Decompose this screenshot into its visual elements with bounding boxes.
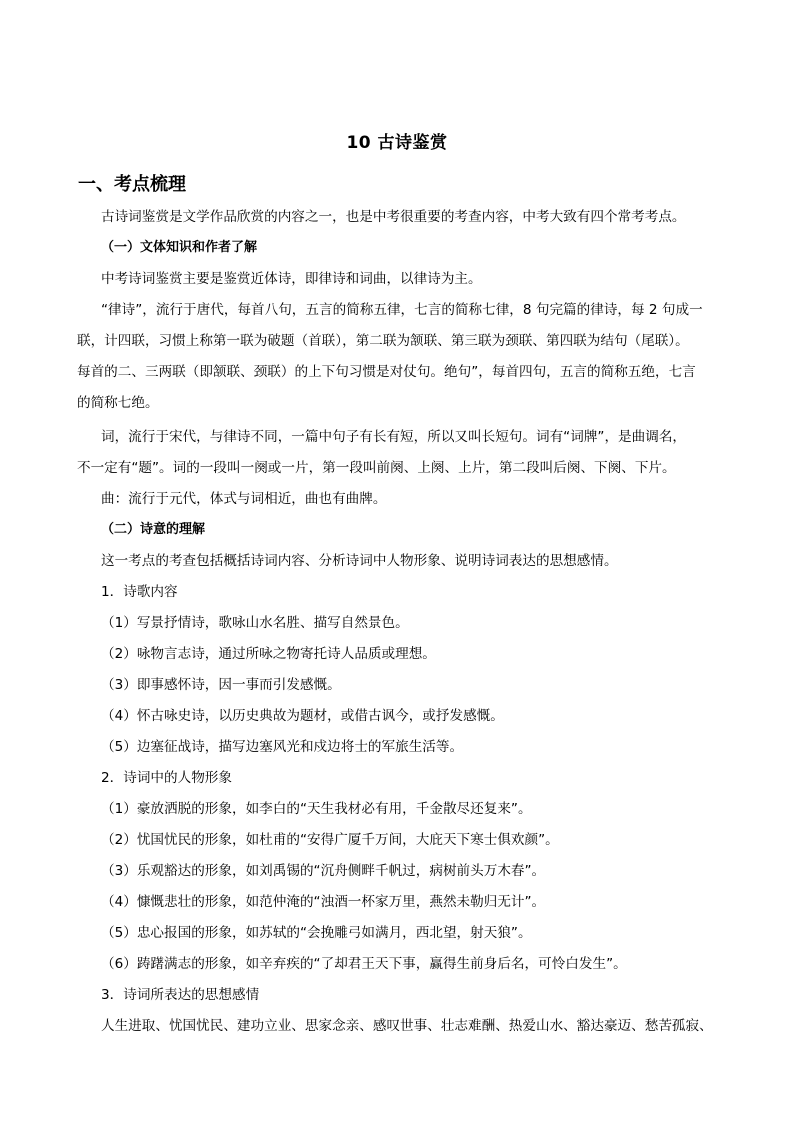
character-list-item: （2）忧国忧民的形象，如杜甫的“安得广厦千万间，大庇天下寒士俱欢颜”。	[101, 832, 559, 848]
part1-paragraph-2-line: 每首的二、三两联（即颔联、颈联）的上下句习惯是对仗句。绝句”，每首四句，五言的简称五绝，七言	[77, 364, 696, 380]
content-list-item: （3）即事感怀诗，因一事而引发感慨。	[101, 677, 341, 693]
document-title: 10 古诗鉴赏	[346, 133, 448, 153]
character-list-item: （5）忠心报国的形象，如苏轼的“会挽雕弓如满月，西北望，射天狼”。	[101, 925, 532, 941]
part2-heading: （二）诗意的理解	[101, 522, 206, 537]
content-list-item: （4）怀古咏史诗，以历史典故为题材，或借古讽今，或抒发感慨。	[101, 708, 504, 724]
subsection-heading-content: 1．诗歌内容	[101, 584, 178, 600]
intro-paragraph: 古诗词鉴赏是文学作品欣赏的内容之一，也是中考很重要的考查内容，中考大致有四个常考考点。	[101, 209, 686, 225]
part2-intro: 这一考点的考查包括概括诗词内容、分析诗词中人物形象、说明诗词表达的思想感情。	[101, 553, 618, 569]
part1-paragraph-2-line: 的简称七绝。	[77, 395, 159, 411]
character-list-item: （3）乐观豁达的形象，如刘禹锡的“沉舟侧畔千帆过，病树前头万木春”。	[101, 863, 546, 879]
part1-paragraph-2-line: 联，计四联，习惯上称第一联为破题（首联），第二联为颔联、第三联为颈联、第四联为结句（尾联）。	[77, 333, 689, 349]
part1-paragraph-1: 中考诗词鉴赏主要是鉴赏近体诗，即律诗和词曲，以律诗为主。	[101, 271, 482, 287]
section-heading: 一、考点梳理	[78, 174, 186, 195]
part1-paragraph-4: 曲：流行于元代，体式与词相近，曲也有曲牌。	[101, 491, 387, 507]
part1-paragraph-3-line: 词，流行于宋代，与律诗不同，一篇中句子有长有短，所以又叫长短句。词有“词牌”，是曲调名，	[101, 429, 687, 445]
character-list-item: （6）踌躇满志的形象，如辛弃疾的“了却君王天下事，赢得生前身后名，可怜白发生”。	[101, 956, 627, 972]
part1-heading: （一）文体知识和作者了解	[101, 240, 258, 255]
content-list-item: （1）写景抒情诗，歌咏山水名胜、描写自然景色。	[101, 615, 409, 631]
content-list-item: （5）边塞征战诗，描写边塞风光和戍边将士的军旅生活等。	[101, 739, 464, 755]
content-list-item: （2）咏物言志诗，通过所咏之物寄托诗人品质或理想。	[101, 646, 436, 662]
subsection-heading-emotions: 3．诗词所表达的思想感情	[101, 987, 260, 1003]
part1-paragraph-2-line: “律诗”，流行于唐代，每首八句，五言的简称五律，七言的简称七律，8 句完篇的律诗，每 2 句成一	[101, 302, 703, 318]
character-list-item: （1）豪放洒脱的形象，如李白的“天生我材必有用，千金散尽还复来”。	[101, 801, 532, 817]
character-list-item: （4）慷慨悲壮的形象，如范仲淹的“浊酒一杯家万里，燕然未勒归无计”。	[101, 894, 546, 910]
emotions-paragraph: 人生进取、忧国忧民、建功立业、思家念亲、感叹世事、壮志难酬、热爱山水、豁达豪迈、愁苦孤寂、	[101, 1018, 713, 1034]
part1-paragraph-3-line: 不一定有“题”。词的一段叫一阕或一片，第一段叫前阕、上阕、上片，第二段叫后阕、下阕、下片。	[77, 460, 676, 476]
subsection-heading-characters: 2．诗词中的人物形象	[101, 770, 232, 786]
